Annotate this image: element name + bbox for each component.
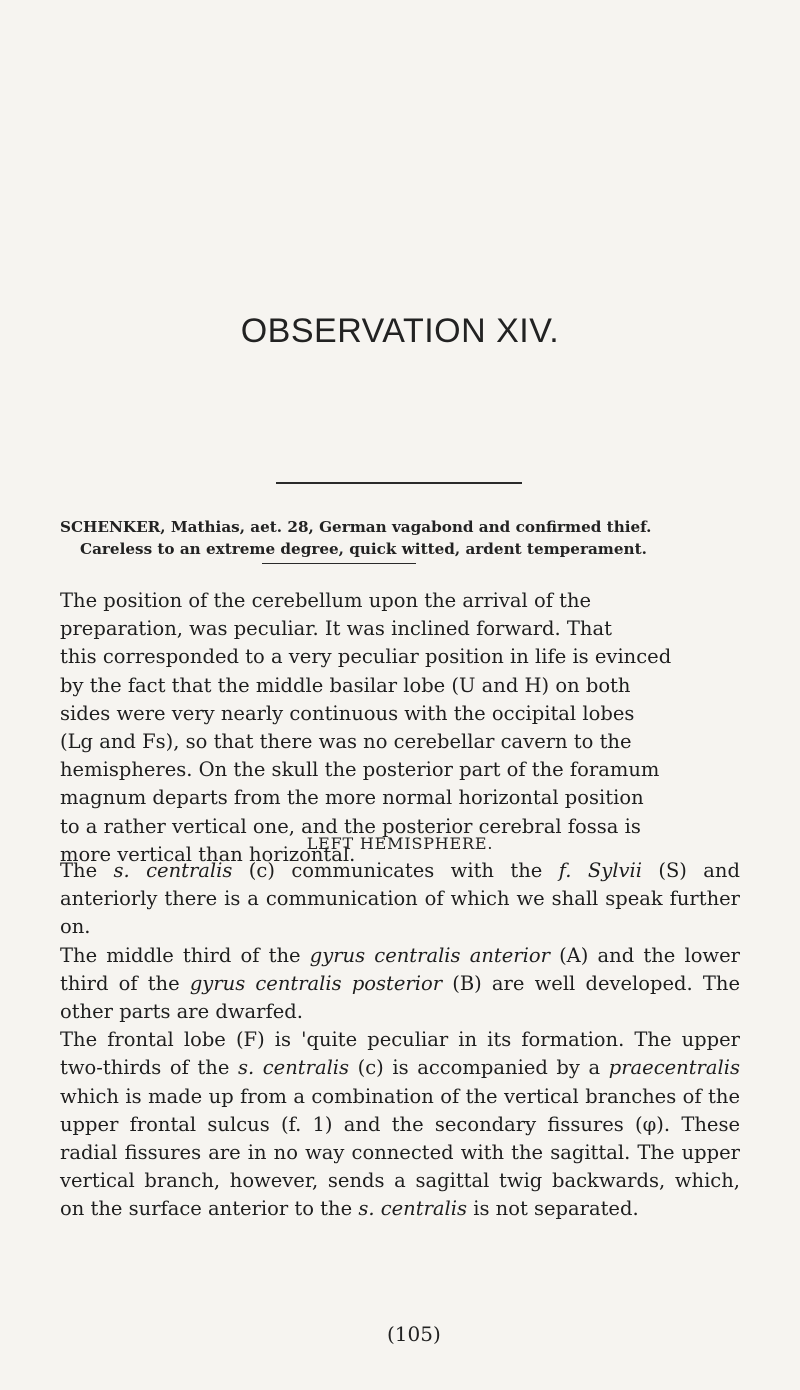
text-line: magnum departs from the more normal horizontal position bbox=[60, 786, 644, 810]
text-line: more vertical than horizontal. bbox=[60, 842, 356, 866]
text-line: to a rather vertical one, and the posterior cerebral fossa is bbox=[60, 814, 641, 838]
text-run: (c) is accompanied by a bbox=[349, 1056, 609, 1080]
italic-term: s. centralis bbox=[237, 1056, 350, 1080]
text-run: The frontal lobe (F) is 'quite peculiar in its formation. The upper two-thirds of the bbox=[60, 1028, 740, 1080]
paragraph-3 bbox=[60, 1026, 740, 1223]
page-number: (105) bbox=[387, 1322, 441, 1346]
italic-term: s. centralis bbox=[113, 859, 233, 882]
text-run: The bbox=[60, 859, 114, 882]
italic-term: gyrus centralis posterior bbox=[189, 971, 443, 995]
paragraph-1 bbox=[60, 857, 740, 942]
text-line: The position of the cerebellum upon the arrival of the bbox=[60, 589, 592, 612]
text-run: The middle third of the bbox=[60, 943, 310, 967]
intro-paragraph bbox=[60, 587, 740, 869]
italic-term: gyrus centralis anterior bbox=[309, 943, 550, 967]
text-line: preparation, was peculiar. It was inclined forward. That bbox=[60, 617, 612, 641]
section-heading: LEFT HEMISPHERE. bbox=[306, 834, 494, 853]
text-line: this corresponded to a very peculiar position in life is evinced bbox=[60, 645, 672, 669]
subject-line-1: SCHENKER, Mathias, aet. 28, German vagabond and confirmed thief. bbox=[60, 518, 652, 536]
text-run: (c) communicates with the bbox=[232, 859, 559, 882]
paragraph-2 bbox=[60, 942, 740, 1027]
italic-term: praecentralis bbox=[608, 1056, 740, 1080]
text-line: (Lg and Fs), so that there was no cerebellar cavern to the bbox=[60, 730, 632, 754]
text-line: by the fact that the middle basilar lobe (U and H) on both bbox=[60, 673, 631, 697]
text-run: which is made up from a combination of the vertical branches of the upper frontal sulcus (f. 1) and the secondary fissures (φ). These radial fissures are in no way connected with the sagittal. The upper vertical branch, however, sends a sagittal twig backwards, which, on the surface anterior to the bbox=[60, 1084, 740, 1221]
subject-divider bbox=[262, 563, 416, 564]
text-run: (S) and anteriorly there is a communication of which we shall speak further on. bbox=[60, 859, 740, 939]
italic-term: s. centralis bbox=[358, 1197, 468, 1221]
subject-line-2: Careless to an extreme degree, quick witted, ardent temperament. bbox=[80, 540, 647, 558]
italic-term: f. Sylvii bbox=[558, 859, 642, 882]
text-run: (A) and the lower third of the bbox=[60, 943, 740, 995]
section-body bbox=[60, 857, 740, 1224]
text-run: (B) are well developed. The other parts are dwarfed. bbox=[60, 971, 740, 1024]
text-line: hemispheres. On the skull the posterior part of the foramum bbox=[60, 758, 660, 782]
text-run: is not separated. bbox=[467, 1197, 639, 1221]
page-title: OBSERVATION XIV. bbox=[240, 312, 560, 350]
text-line: sides were very nearly continuous with the occipital lobes bbox=[60, 701, 635, 725]
title-divider bbox=[276, 482, 522, 484]
